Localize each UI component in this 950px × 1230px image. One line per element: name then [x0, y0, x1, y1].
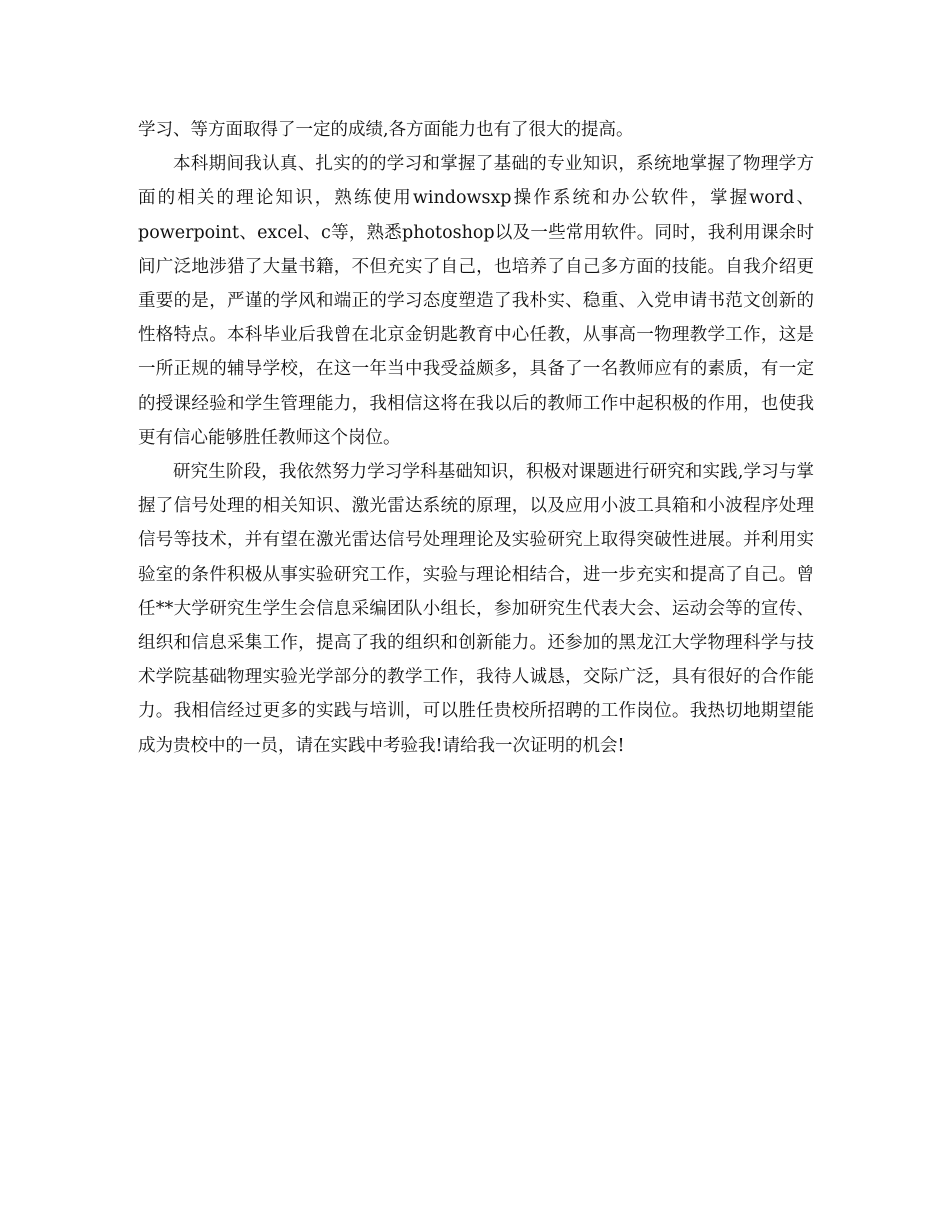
document-body: [138, 113, 814, 763]
paragraph-continuation: 学习、等方面取得了一定的成绩,各方面能力也有了很大的提高。: [138, 120, 634, 140]
paragraph-undergraduate: 本科期间我认真、扎实的的学习和掌握了基础的专业知识，系统地掌握了物理学方面的相关的理论知识，熟练使用windowsxp操作系统和办公软件，掌握word、powerpoint、excel、c等，熟悉photoshop以及一些常用软件。同时，我利用课余时间广泛地涉猎了大量书籍，不但充实了自己，也培养了自己多方面的技能。自我介绍更重要的是，严谨的学风和端正的学习态度塑造了我朴实、稳重、入党申请书范文创新的性格特点。本科毕业后我曾在北京金钥匙教育中心任教，从事高一物理教学工作，这是一所正规的辅导学校，在这一年当中我受益颇多，具备了一名教师应有的素质，有一定的授课经验和学生管理能力，我相信这将在我以后的教师工作中起积极的作用，也使我更有信心能够胜任教师这个岗位。: [138, 154, 814, 448]
paragraph-graduate: 研究生阶段，我依然努力学习学科基础知识，积极对课题进行研究和实践,学习与掌握了信号处理的相关知识、激光雷达系统的原理，以及应用小波工具箱和小波程序处理信号等技术，并有望在激光雷达信号处理理论及实验研究上取得突破性进展。并利用实验室的条件积极从事实验研究工作，实验与理论相结合，进一步充实和提高了自己。曾任**大学研究生学生会信息采编团队小组长，参加研究生代表大会、运动会等的宣传、组织和信息采集工作，提高了我的组织和创新能力。还参加的黑龙江大学物理科学与技术学院基础物理实验光学部分的教学工作，我待人诚恳，交际广泛，具有很好的合作能力。我相信经过更多的实践与培训，可以胜任贵校所招聘的工作岗位。我热切地期望能成为贵校中的一员，请在实践中考验我!请给我一次证明的机会!: [138, 462, 814, 756]
